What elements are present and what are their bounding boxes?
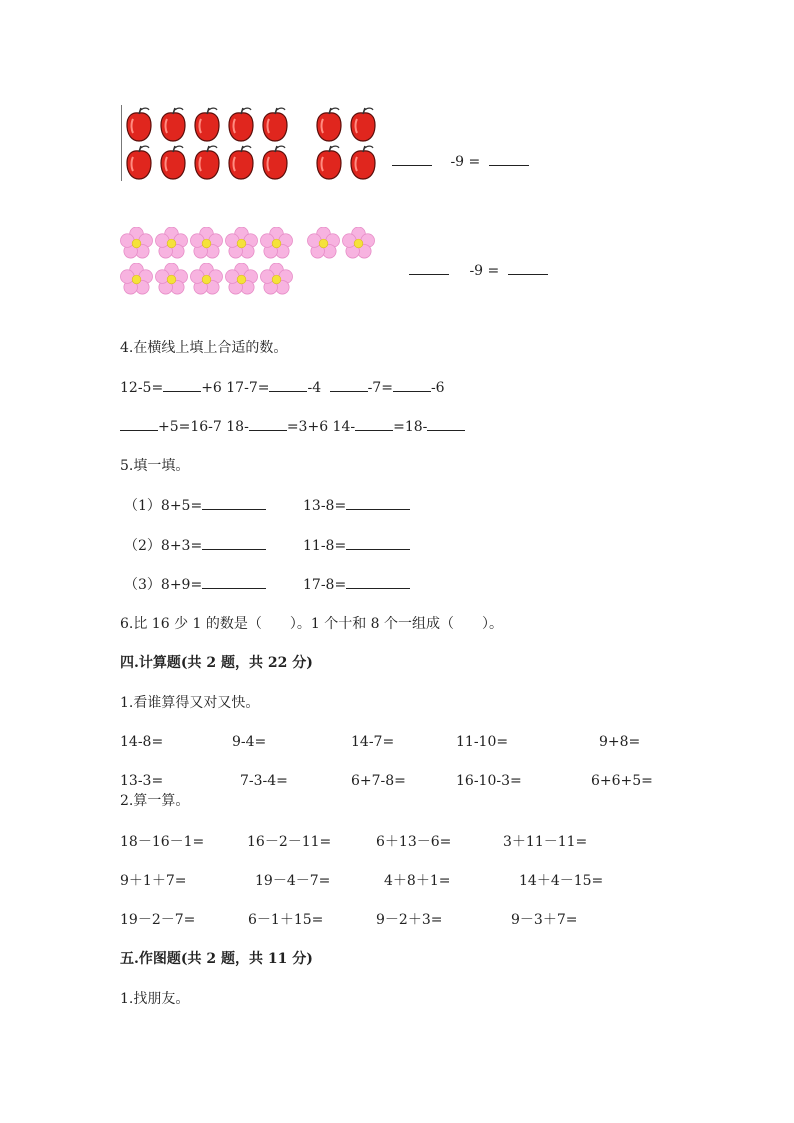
calc1-title: 1.看谁算得又对又快。 — [120, 695, 260, 711]
calc1-row-1: 14-8= 9-4= 14-7= 11-10= 9+8= — [120, 734, 641, 750]
apple-row-top-right — [314, 107, 378, 143]
answer-blank[interactable] — [427, 418, 465, 431]
q6-text: 6.比 16 少 1 的数是（ ）。1 个十和 8 个一组成（ ）。 — [120, 616, 504, 632]
apple-icon — [192, 107, 222, 143]
section-4-title: 四.计算题(共 2 题，共 22 分) — [120, 655, 313, 671]
flowers-equation: -9 = — [409, 262, 548, 280]
section-5-title: 五.作图题(共 2 题，共 11 分) — [120, 951, 313, 967]
answer-blank[interactable] — [346, 537, 410, 550]
answer-blank[interactable] — [409, 262, 449, 275]
flower-icon — [190, 263, 223, 296]
calc2-row-3: 19－2－7= 6－1＋15= 9－2＋3= 9－3＋7= — [120, 912, 578, 928]
flower-icon — [260, 263, 293, 296]
flower-icon — [307, 227, 340, 260]
answer-blank[interactable] — [202, 497, 266, 510]
flower-icon — [155, 227, 188, 260]
answer-blank[interactable] — [120, 418, 158, 431]
q5-item-1: （1）8+5= 13-8= — [0, 497, 794, 517]
apples-equation: -9 = — [392, 153, 529, 171]
apple-icon — [314, 145, 344, 181]
flower-row-bottom — [120, 263, 293, 296]
apple-row-bottom-left — [124, 145, 290, 181]
flower-icon — [225, 227, 258, 260]
apple-icon — [260, 145, 290, 181]
draw1-title: 1.找朋友。 — [120, 991, 190, 1007]
apple-icon — [158, 107, 188, 143]
answer-blank[interactable] — [163, 379, 201, 392]
answer-blank[interactable] — [330, 379, 368, 392]
q4-row-1: 12-5= +6 17-7= -4 -7= -6 — [120, 380, 445, 396]
apple-icon — [158, 145, 188, 181]
q4-row-2: +5=16-7 18- =3+6 14- =18- — [120, 418, 465, 436]
answer-blank[interactable] — [393, 379, 431, 392]
calc2-title: 2.算一算。 — [120, 793, 190, 809]
answer-blank[interactable] — [202, 576, 266, 589]
flower-icon — [260, 227, 293, 260]
apple-icon — [348, 107, 378, 143]
apple-row-top-left — [124, 107, 290, 143]
q4-title: 4.在横线上填上合适的数。 — [120, 340, 288, 356]
answer-blank[interactable] — [489, 153, 529, 166]
answer-blank[interactable] — [355, 418, 393, 431]
apple-row-bottom-right — [314, 145, 378, 181]
apple-icon — [124, 107, 154, 143]
q5-title: 5.填一填。 — [120, 458, 190, 474]
flower-row-top-right — [307, 227, 375, 260]
q5-item-2: （2）8+3= 11-8= — [0, 537, 794, 557]
flower-icon — [190, 227, 223, 260]
answer-blank[interactable] — [392, 153, 432, 166]
apple-icon — [192, 145, 222, 181]
calc2-row-2: 9＋1＋7= 19－4－7= 4＋8＋1= 14＋4－15= — [120, 873, 604, 889]
answer-blank[interactable] — [249, 418, 287, 431]
apple-box-left-line — [121, 105, 122, 181]
flower-icon — [120, 227, 153, 260]
apple-icon — [124, 145, 154, 181]
answer-blank[interactable] — [202, 537, 266, 550]
apple-icon — [348, 145, 378, 181]
apple-icon — [226, 107, 256, 143]
apple-icon — [260, 107, 290, 143]
apple-icon — [226, 145, 256, 181]
answer-blank[interactable] — [269, 379, 307, 392]
flower-icon — [155, 263, 188, 296]
q5-item-3: （3）8+9= 17-8= — [0, 576, 794, 596]
answer-blank[interactable] — [346, 497, 410, 510]
flower-row-top-left — [120, 227, 293, 260]
flower-icon — [342, 227, 375, 260]
calc1-row-2: 13-3= 7-3-4= 6+7-8= 16-10-3= 6+6+5= — [120, 773, 653, 789]
apple-icon — [314, 107, 344, 143]
answer-blank[interactable] — [346, 576, 410, 589]
flower-icon — [120, 263, 153, 296]
calc2-row-1: 18－16－1= 16－2－11= 6＋13－6= 3＋11－11= — [120, 834, 588, 850]
flower-icon — [225, 263, 258, 296]
answer-blank[interactable] — [508, 262, 548, 275]
